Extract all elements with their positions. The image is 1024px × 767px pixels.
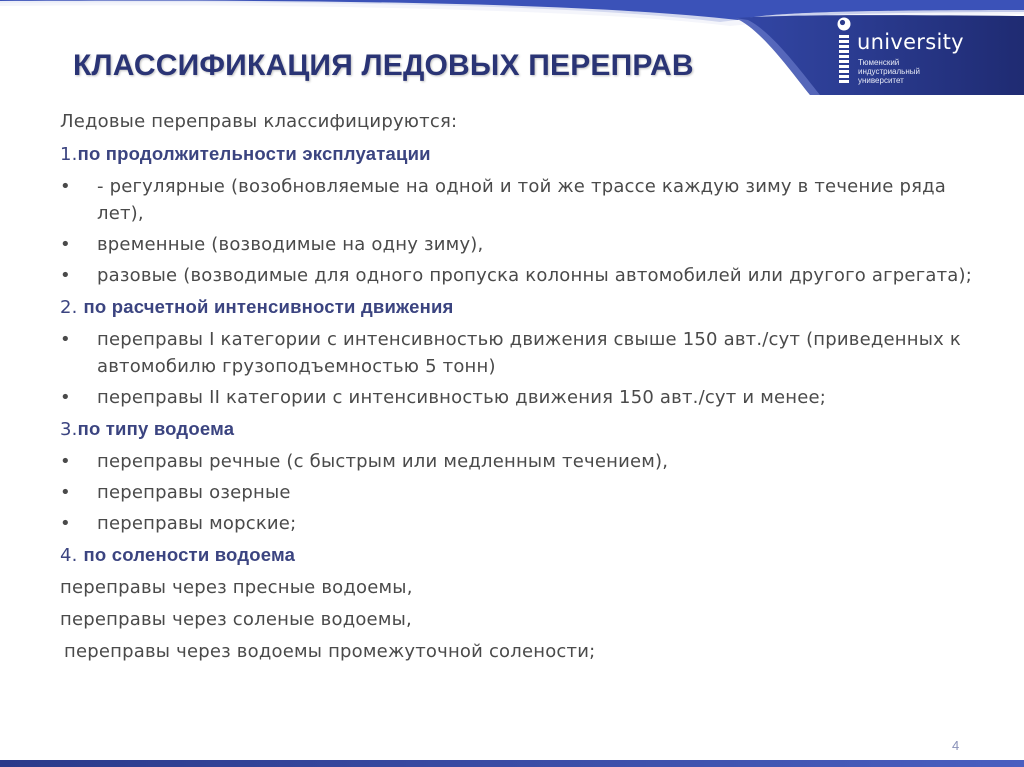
section-title: по типу водоема [77,418,235,439]
section-number: 2. [60,297,84,318]
list-item-text: переправы морские; [97,513,297,534]
bullet-icon: • [60,329,71,350]
section-heading-water-body [60,415,990,448]
bullet-icon: • [60,234,71,255]
section-title: по расчетной интенсивности движения [83,296,454,317]
university-emblem-icon [835,16,855,84]
list-item [60,173,990,231]
bullet-icon: • [60,387,71,408]
logo-subtitle-line: Тюменский [858,58,900,67]
logo-subtitle [858,58,938,85]
bullet-icon: • [60,482,71,503]
section-heading-traffic [60,293,990,326]
list-item [60,479,990,510]
list-item-text: - регулярные (возобновляемые на одной и той же трассе каждую зиму в течение ряда лет), [97,176,947,224]
bullet-icon: • [60,451,71,472]
logo-subtitle-line: университет [858,76,904,85]
section-heading-salinity [60,541,990,574]
intro-text: Ледовые переправы классифицируются: [60,111,458,132]
slide-body [60,108,990,670]
list-item [60,231,990,262]
section-number: 3. [60,419,78,440]
list-item-text: разовые (возводимые для одного пропуска колонны автомобилей или другого агрегата); [97,265,972,286]
list-item [60,326,990,384]
list-item-text: переправы II категории с интенсивностью движения 150 авт./сут и менее; [97,387,827,408]
salinity-line: переправы через пресные водоемы, [60,577,413,598]
list-item [60,510,990,541]
list-item [60,384,990,415]
page-number: 4 [952,738,960,753]
salinity-line: переправы через водоемы промежуточной солености; [64,641,596,662]
bullet-icon: • [60,265,71,286]
bullet-icon: • [60,513,71,534]
list-item-text: переправы речные (с быстрым или медленным течением), [97,451,669,472]
section-title: по продолжительности эксплуатации [77,143,431,164]
section-title: по солености водоема [83,544,296,565]
list-item [60,262,990,293]
logo-wordmark: university [857,30,964,54]
list-item-text: временные (возводимые на одну зиму), [97,234,484,255]
section-heading-duration [60,140,990,173]
list-item-text: переправы I категории с интенсивностью движения свыше 150 авт./сут (приведенных к автомобилю грузоподъемностью 5 тонн) [97,329,961,377]
list-item [60,448,990,479]
logo-subtitle-line: индустриальный [858,67,920,76]
section-number: 4. [60,545,84,566]
footer-rule [0,760,1024,767]
university-logo [835,14,975,94]
slide-title: КЛАССИФИКАЦИЯ ЛЕДОВЫХ ПЕРЕПРАВ [73,49,694,82]
salinity-line: переправы через соленые водоемы, [60,609,412,630]
bullet-icon: • [60,176,71,197]
list-item-text: переправы озерные [97,482,291,503]
section-number: 1. [60,144,78,165]
